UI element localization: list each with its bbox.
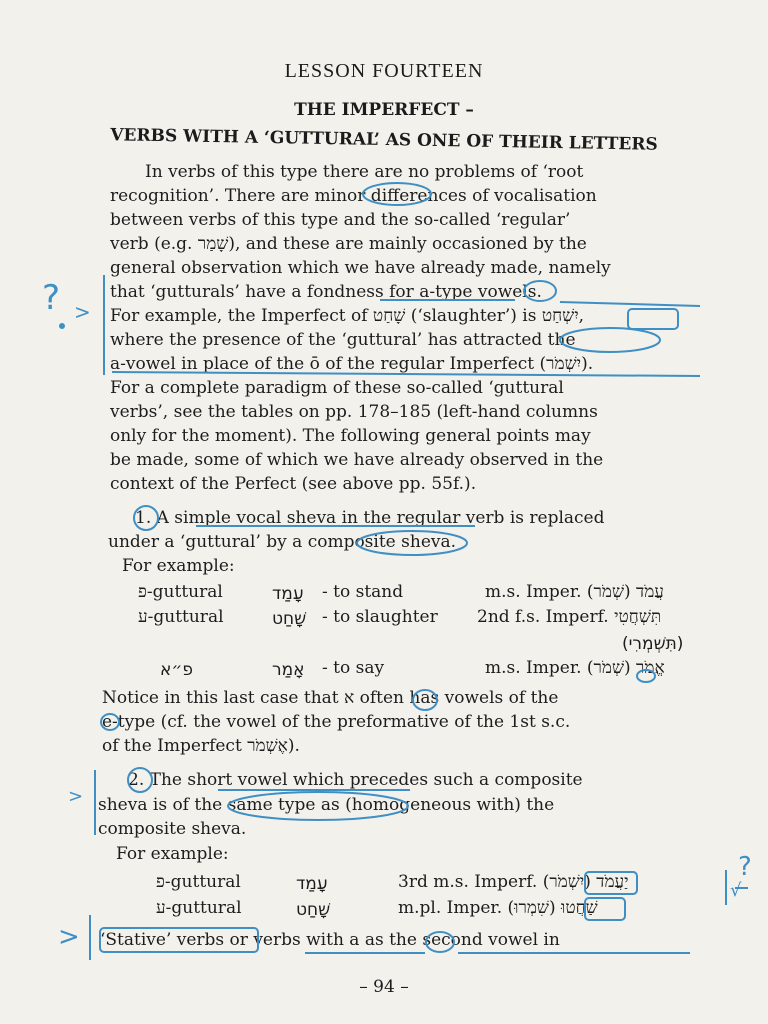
circle-mark	[585, 898, 625, 920]
circle-mark	[426, 932, 454, 952]
paragraph-line: recognition’. There are minor differences of vocalisation	[110, 186, 597, 206]
point-1-line: under a ‘guttural’ by a composite sheva.	[108, 532, 457, 552]
hebrew-verb: עָמַד	[296, 874, 328, 894]
guttural-type: פ״א	[160, 660, 193, 680]
verb-form: 3rd m.s. Imperf. יַעֲמֹד (יִשְׁמֹר)	[398, 872, 629, 892]
paragraph-line: For a complete paradigm of these so-called ‘guttural	[110, 378, 564, 398]
arrow-annotation: >	[68, 786, 84, 807]
lesson-title: LESSON FOURTEEN	[284, 60, 484, 82]
hebrew-verb: שָׁחַט	[272, 609, 307, 629]
guttural-type: פ-guttural	[138, 582, 223, 602]
verb-form: 2nd f.s. Imperf. תִּשְׁחֲטִי	[477, 607, 662, 627]
circle-mark	[585, 872, 637, 894]
for-example-label: For example:	[122, 556, 235, 576]
notice-line: Notice in this last case that א often has vowels of the	[102, 688, 559, 708]
verb-form: m.s. Imper. עֲמֹד (שְׁמֹר)	[485, 582, 664, 602]
paragraph-line: verb (e.g. שָׁמַר), and these are mainly occasioned by the	[110, 234, 587, 254]
verb-meaning: - to stand	[322, 582, 404, 602]
circle-mark	[524, 281, 556, 301]
verb-form: m.s. Imper. אֱמֹר (שְׁמֹר)	[485, 658, 665, 678]
section-title: THE IMPERFECT –	[294, 100, 474, 120]
paragraph-line: be made, some of which we have already observed in the	[110, 450, 604, 470]
verb-meaning: - to say	[322, 658, 385, 678]
circle-mark	[628, 309, 678, 329]
verb-form: (תִּשְׁמְרִי)	[622, 634, 684, 654]
dot-mark	[59, 323, 65, 329]
notice-line: e-type (cf. the vowel of the preformative of the 1st s.c.	[102, 712, 571, 732]
guttural-type: ע-guttural	[156, 898, 242, 918]
paragraph-line: verbs’, see the tables on pp. 178–185 (left-hand columns	[110, 402, 598, 422]
guttural-type: פ-guttural	[156, 872, 241, 892]
paragraph-line: general observation which we have already made, namely	[110, 258, 611, 278]
hebrew-verb: אָמַר	[272, 660, 305, 680]
hebrew-verb: שָׁחַט	[296, 900, 331, 920]
point-2-line: sheva is of the same type as (homogeneous with) the	[98, 795, 555, 815]
page-number: – 94 –	[359, 977, 409, 997]
arrow-annotation: >	[74, 300, 91, 324]
point-2-line: 2. The short vowel which precedes such a composite	[128, 770, 583, 790]
paragraph-line: context of the Perfect (see above pp. 55f.).	[110, 474, 477, 494]
circle-mark	[134, 506, 158, 530]
tick-annotation: √	[730, 880, 742, 901]
circle-mark	[101, 714, 119, 730]
hebrew-verb: עָמַד	[272, 584, 304, 604]
underline-mark	[112, 372, 700, 376]
paragraph-line: only for the moment). The following general points may	[110, 426, 591, 446]
notice-line: of the Imperfect אֶשְׁמֹר).	[102, 736, 300, 756]
verb-meaning: - to slaughter	[322, 607, 438, 627]
circle-mark	[228, 792, 408, 820]
paragraph-line: a-vowel in place of the ō of the regular Imperfect (יִשְׁמֹר).	[110, 354, 594, 374]
circle-mark	[560, 328, 660, 352]
circle-mark	[637, 670, 655, 682]
paragraph-line: In verbs of this type there are no problems of ‘root	[145, 162, 584, 182]
section-subtitle: VERBS WITH A ‘GUTTURAL’ AS ONE OF THEIR LETTERS	[110, 125, 658, 155]
point-1-line: 1. A simple vocal sheva in the regular verb is replaced	[135, 508, 605, 528]
for-example-label: For example:	[116, 844, 229, 864]
verb-form: m.pl. Imper. שַׁחֲטוּ (שִׁמְרוּ)	[398, 898, 598, 918]
last-line: ‘Stative’ verbs or verbs with a as the second vowel in	[100, 930, 560, 950]
paragraph-line: between verbs of this type and the so-called ‘regular’	[110, 210, 571, 230]
point-2-line: composite sheva.	[98, 819, 247, 839]
circle-mark	[100, 928, 258, 952]
circle-mark	[128, 768, 152, 792]
paragraph-line: that ‘gutturals’ have a fondness for a-type vowels.	[110, 282, 542, 302]
arrow-annotation: >	[58, 922, 80, 952]
question-mark-annotation: ?	[42, 278, 61, 318]
circle-mark	[363, 183, 431, 205]
circle-mark	[413, 690, 437, 710]
circle-mark	[357, 531, 467, 555]
guttural-type: ע-guttural	[138, 607, 224, 627]
question-mark-annotation: ?	[738, 852, 752, 882]
paragraph-line: where the presence of the ‘guttural’ has attracted the	[110, 330, 576, 350]
underline-mark	[560, 302, 700, 306]
paragraph-line: For example, the Imperfect of שָׁחַט (‘slaughter’) is יִשְׁחַט,	[110, 306, 585, 326]
